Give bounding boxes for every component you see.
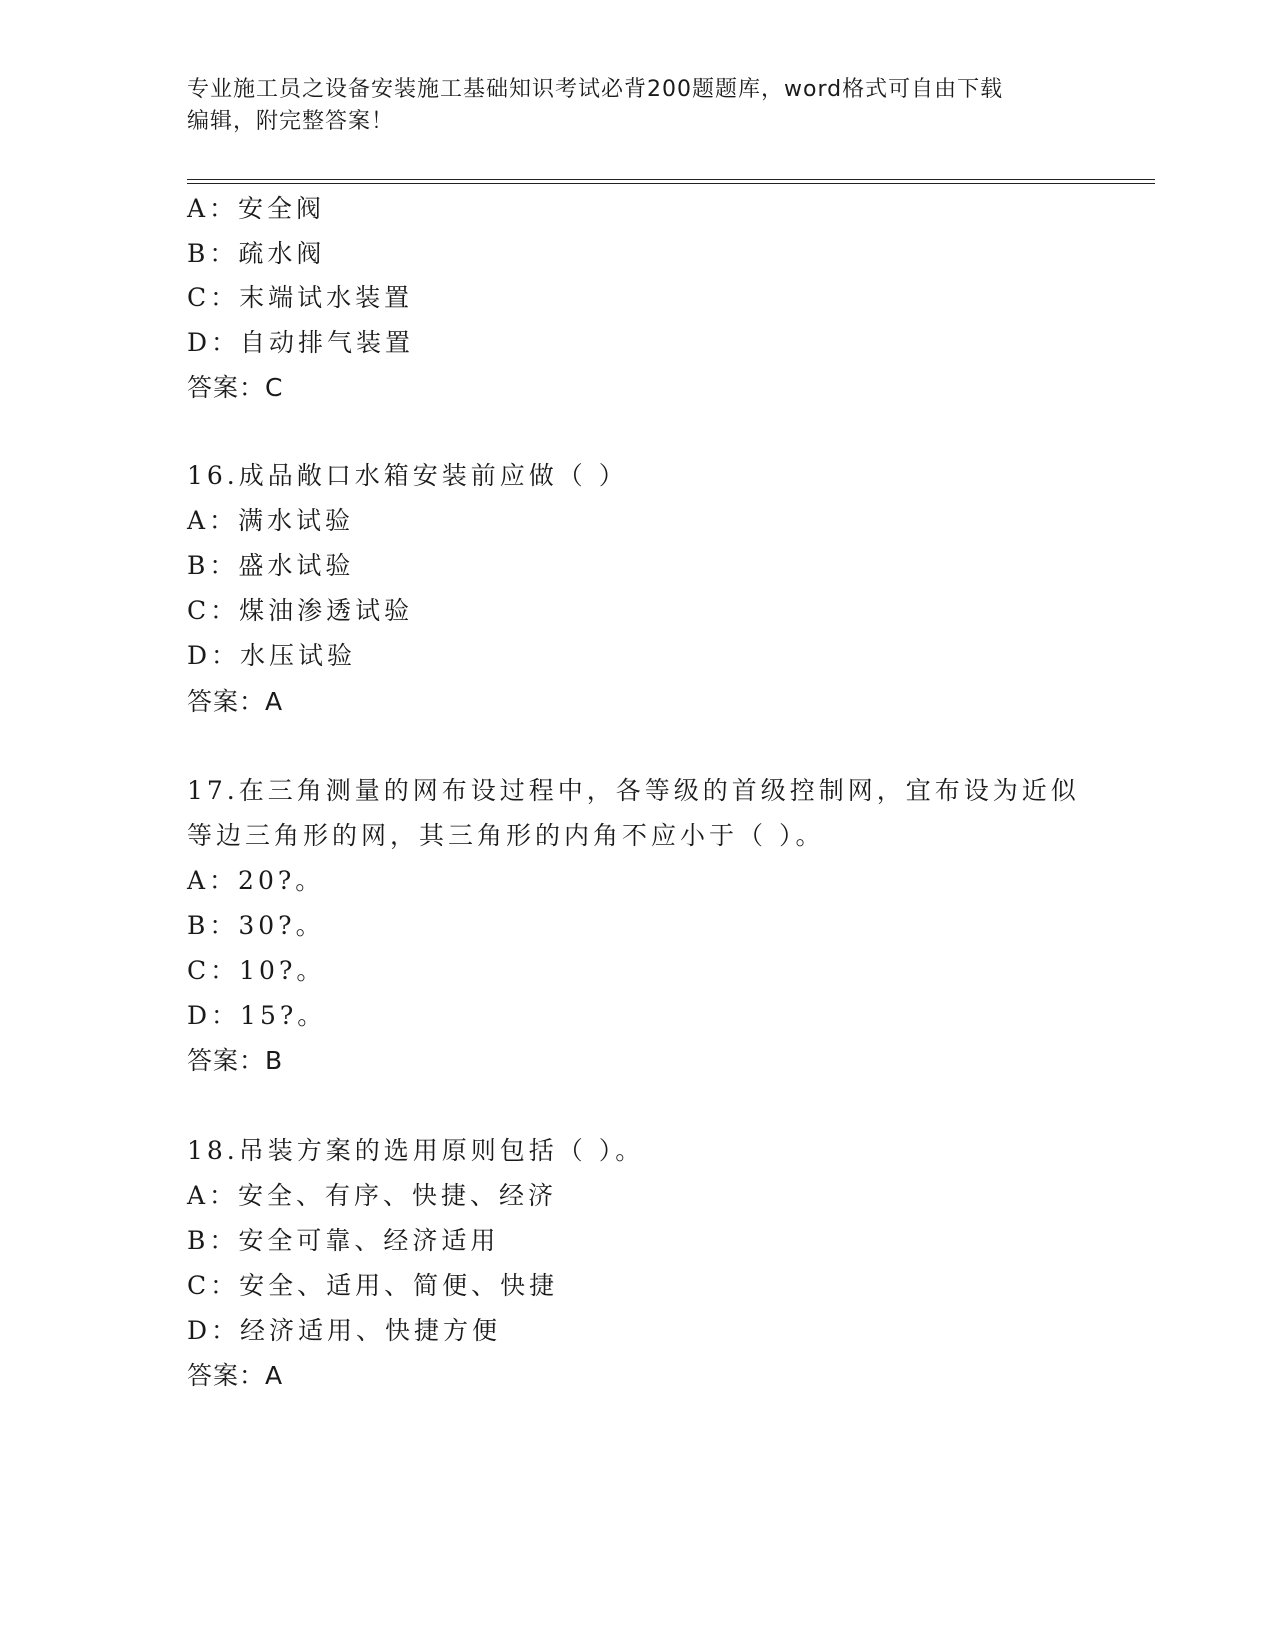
q16-answer: 答案：A [187, 687, 284, 716]
q16-question: 16.成品敞口水箱安装前应做（ ） [187, 461, 628, 490]
q17-option-c: C：10?。 [187, 956, 326, 985]
q16-option-a: A：满水试验 [187, 506, 355, 535]
q18-answer: 答案：A [187, 1361, 284, 1390]
q18-option-c: C：安全、适用、简便、快捷 [187, 1271, 559, 1300]
q17-answer: 答案：B [187, 1046, 284, 1075]
header-line-1: 专业施工员之设备安装施工基础知识考试必背200题题库，word格式可自由下载 [187, 77, 1004, 102]
q17-option-b: B：30?。 [187, 911, 325, 940]
q15-answer: 答案：C [187, 373, 284, 402]
q15-option-b: B：疏水阀 [187, 239, 326, 268]
q17-question-line-1: 17.在三角测量的网布设过程中，各等级的首级控制网，宜布设为近似 [187, 776, 1080, 805]
q18-option-a: A：安全、有序、快捷、经济 [187, 1181, 558, 1210]
q16-option-c: C：煤油渗透试验 [187, 596, 414, 625]
q18-option-b: B：安全可靠、经济适用 [187, 1226, 500, 1255]
q17-question-line-2: 等边三角形的网，其三角形的内角不应小于（ ）。 [187, 821, 825, 850]
header-divider-top [187, 179, 1155, 180]
q17-option-a: A：20?。 [187, 866, 325, 895]
header-divider-bottom [187, 183, 1155, 184]
document-header [187, 74, 1067, 138]
header-line-2: 编辑，附完整答案！ [187, 109, 395, 134]
q18-question: 18.吊装方案的选用原则包括（ ）。 [187, 1136, 645, 1165]
q15-option-c: C：末端试水装置 [187, 283, 414, 312]
q15-option-d: D：自动排气装置 [187, 328, 415, 357]
q17-option-d: D：15?。 [187, 1001, 327, 1030]
q15-option-a: A：安全阀 [187, 194, 326, 223]
q16-option-b: B：盛水试验 [187, 551, 355, 580]
q16-option-d: D：水压试验 [187, 641, 357, 670]
q18-option-d: D：经济适用、快捷方便 [187, 1316, 502, 1345]
